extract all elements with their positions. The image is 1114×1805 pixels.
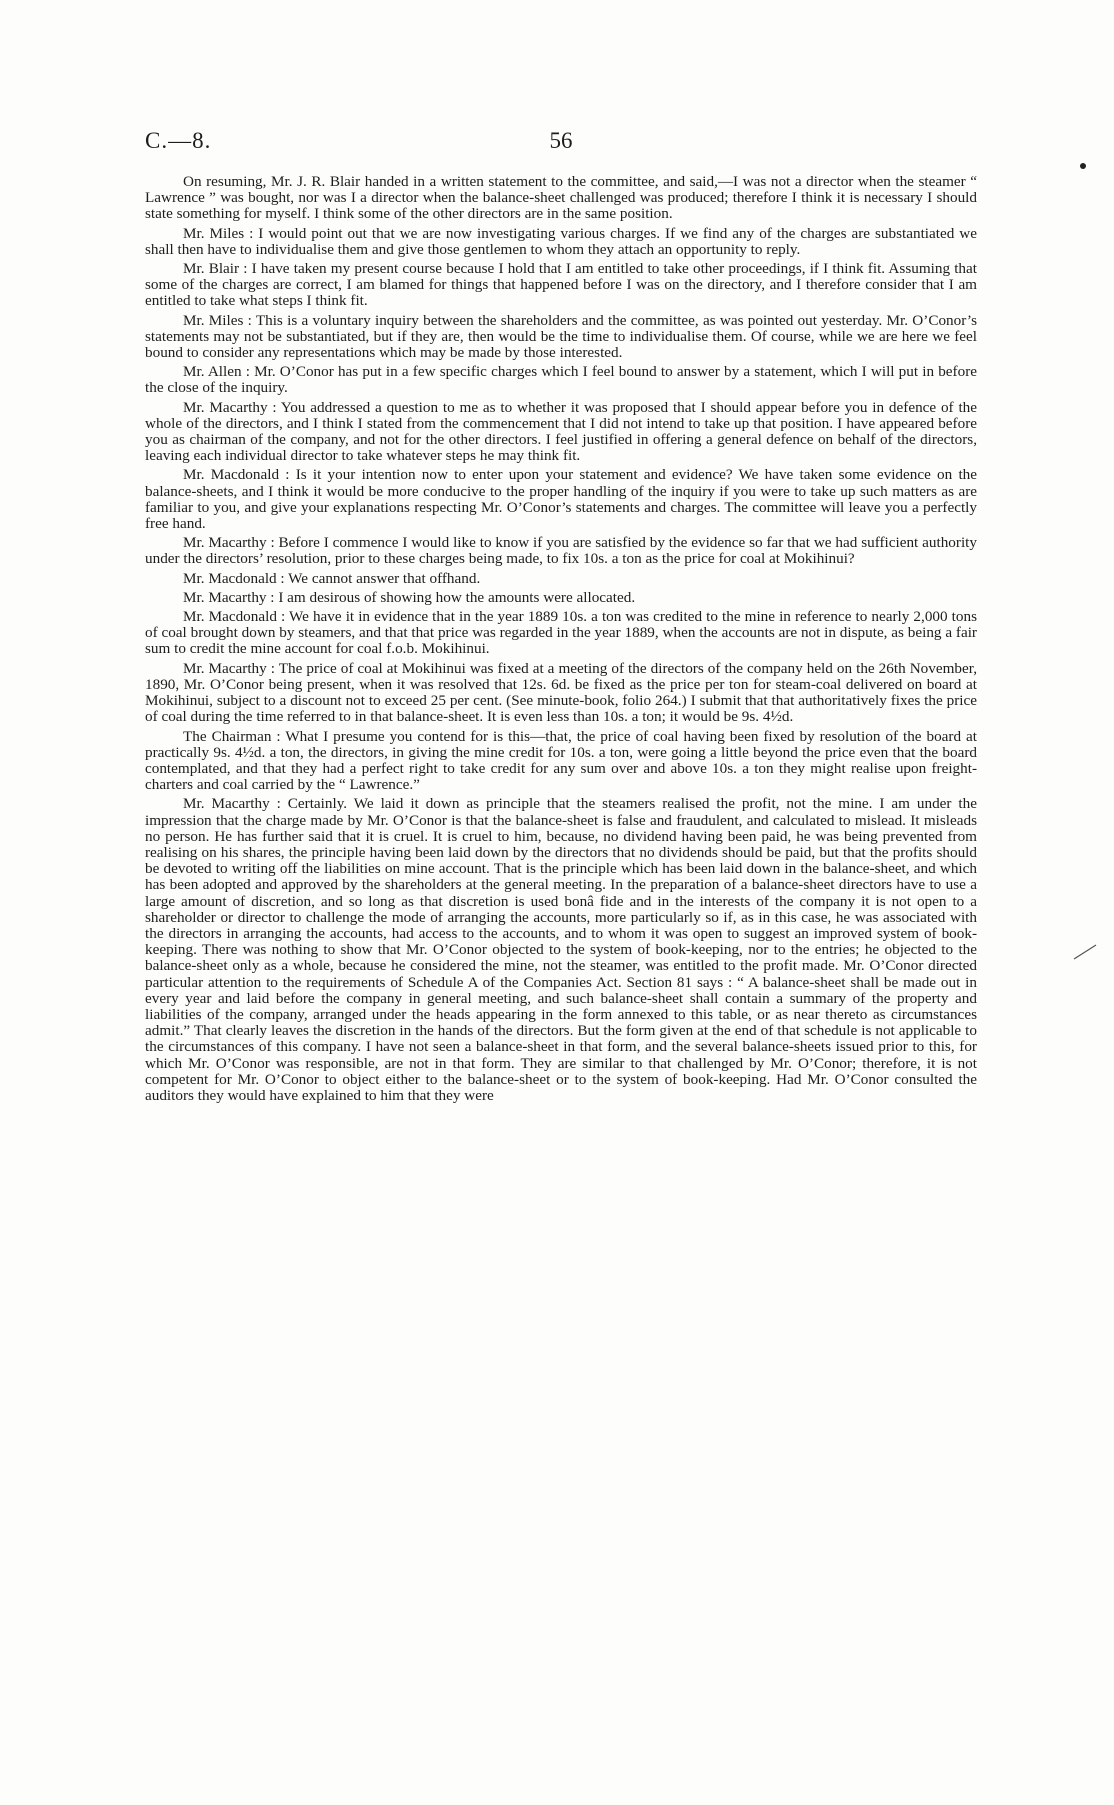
document-reference: C.—8.: [145, 128, 212, 153]
paragraph: Mr. Macarthy : I am desirous of showing how the amounts were allocated.: [183, 588, 636, 606]
paragraph: The Chairman : What I presume you contend for is this—that, the price of coal having been fixed by resolution of the board at practically 9s. 4½d. a ton, the directors, in giving the mine credit for 10s. a ton, were going a little beyond the price even that the board contemplated, and that they had a perfect right to take credit for any sum over and above 10s. a ton they might realise upon freight-charters and coal carried by the “ Lawrence.”: [145, 727, 977, 794]
paragraph: Mr. Miles : This is a voluntary inquiry between the shareholders and the committee, as was pointed out yesterday. Mr. O’Conor’s statements may not be substantiated, but if they are, then would be the time to individualise them. Of course, while we are here we feel bound to consider any representations which may be made by those interested.: [145, 311, 977, 362]
paragraph: Mr. Blair : I have taken my present course because I hold that I am entitled to take other proceedings, if I think fit. Assuming that some of the charges are correct, I am blamed for things that happened before I was on the directory, and I therefore consider that I am entitled to take what steps I think fit.: [145, 260, 977, 310]
paragraph: Mr. Macarthy : You addressed a question to me as to whether it was proposed that I should appear before you in defence of the whole of the directors, and I think I stated from the commencement that I did not intend to take up that position. I have appeared before you as chairman of the company, and not for the other directors. I feel justified in offering a general defence on behalf of the directors, leaving each individual director to take whatever steps he may think fit.: [145, 398, 977, 465]
paragraph: Mr. Macdonald : Is it your intention now to enter upon your statement and evidence? We have taken some evidence on the balance-sheets, and I think it would be more conducive to the proper handling of the inquiry if you were to take up such matters as are familiar to you, and give your explanations respecting Mr. O’Conor’s statements and charges. The committee will leave you a perfectly free hand.: [145, 466, 977, 533]
paragraph: Mr. Macarthy : Before I commence I would like to know if you are satisfied by the evidence so far that we had sufficient authority under the directors’ resolution, prior to these charges being made, to fix 10s. a ton as the price for coal at Mokihinui?: [145, 534, 977, 568]
paragraph: Mr. Macarthy : The price of coal at Mokihinui was fixed at a meeting of the directors of the company held on the 26th November, 1890, Mr. O’Conor being present, when it was resolved that 12s. 6d. be fixed as the price per ton for steam-coal delivered on board at Mokihinui, subject to a discount not to exceed 25 per cent. (See minute-book, folio 264.) I submit that that authoritatively fixes the price of coal during the time referred to in that balance-sheet. It is even less than 10s. a ton; it would be 9s. 4½d.: [145, 659, 977, 726]
paragraph: Mr. Macdonald : We cannot answer that offhand.: [183, 569, 481, 587]
body-text: [145, 174, 977, 1104]
paragraph: On resuming, Mr. J. R. Blair handed in a written statement to the committee, and said,—I was not a director when the steamer “ Lawrence ” was bought, nor was I a director when the balance-sheet challenged was produced; therefore I think it is necessary I should state something for myself. I think some of the other directors are in the same position.: [145, 173, 977, 223]
paragraph: Mr. Macarthy : Certainly. We laid it down as principle that the steamers realised the profit, not the mine. I am under the impression that the charge made by Mr. O’Conor is that the balance-sheet is false and fraudulent, and calculated to mislead. It misleads no person. He has further said that it is cruel. It is cruel to him, because, no dividend having been paid, he was being prevented from realising on his shares, the principle having been laid down by the directors that no dividends should be paid, but that the profits should be devoted to writing off the liabilities on mine account. That is the principle which has been laid down in the balance-sheet, and which has been adopted and approved by the shareholders at the general meeting. In the preparation of a balance-sheet directors have to use a large amount of discretion, and so long as that discretion is used bonâ fide and in the interests of the company it is not open to a shareholder or director to challenge the mode of arranging the accounts, more particularly so if, as in this case, he was associated with the directors in arranging the accounts, had access to the accounts, and to whom it was open to suggest an improved system of book-keeping. There was nothing to show that Mr. O’Conor objected to the system of book-keeping, nor to the entries; he objected to the balance-sheet only as a whole, because he considered the mine, not the steamer, was entitled to the profit made. Mr. O’Conor directed particular attention to the requirements of Schedule A of the Companies Act. Section 81 says : “ A balance-sheet shall be made out in every year and laid before the company in general meeting, and such balance-sheet shall contain a summary of the property and liabilities of the company, arranged under the heads appearing in the form annexed to this table, or as near thereto as circumstances admit.” That clearly leaves the discretion in the hands of the directors. But the form given at the end of that schedule is not applicable to the circumstances of this company. I have not seen a balance-sheet in that form, and the several balance-sheets issued prior to this, for which Mr. O’Conor was responsible, are not in that form. They are similar to that challenged by Mr. O’Conor; therefore, it is not competent for Mr. O’Conor to object either to the balance-sheet or to the system of book-keeping. Had Mr. O’Conor consulted the auditors they would have explained to him that they were: [145, 795, 977, 1104]
stray-pen-mark: [1072, 943, 1098, 961]
paragraph: Mr. Macdonald : We have it in evidence that in the year 1889 10s. a ton was credited to the mine in reference to nearly 2,000 tons of coal brought down by steamers, and that that price was regarded in the year 1889, when the accounts are not in dispute, as being a fair sum to credit the mine account for coal f.o.b. Mokihinui.: [145, 608, 977, 658]
page-number: 56: [549, 128, 573, 153]
paragraph: Mr. Miles : I would point out that we are now investigating various charges. If we find any of the charges are substantiated we shall then have to individualise them and give those gentlemen to whom they attach an opportunity to reply.: [145, 224, 977, 258]
paragraph: Mr. Allen : Mr. O’Conor has put in a few specific charges which I feel bound to answer by a statement, which I will put in before the close of the inquiry.: [145, 363, 977, 397]
ink-dot-mark: [1080, 163, 1086, 169]
page-header: [145, 128, 977, 162]
